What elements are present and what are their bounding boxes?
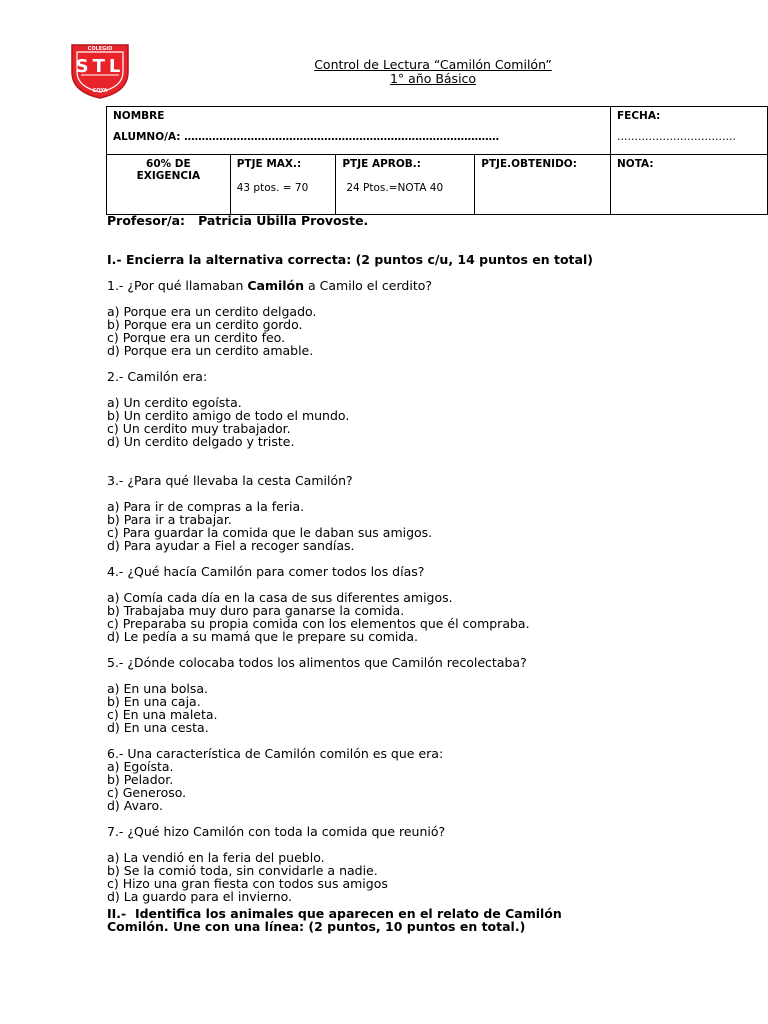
logo-bottom-text: COYA [92, 88, 108, 94]
q3-option-d[interactable]: d) Para ayudar a Fiel a recoger sandías. [107, 538, 355, 553]
question-7: 7.- ¿Qué hizo Camilón con toda la comida que reunió? [107, 824, 446, 839]
question-6: 6.- Una característica de Camilón comilón es que era: [107, 746, 444, 761]
q6-option-b[interactable]: b) Pelador. [107, 772, 174, 787]
ptje-max-label: PTJE MAX.: [236, 158, 302, 170]
q4-option-d[interactable]: d) Le pedía a su mamá que le prepare su comida. [107, 629, 418, 644]
q5-option-c[interactable]: c) En una maleta. [107, 707, 218, 722]
ptje-aprob-label: PTJE APROB.: [342, 158, 421, 170]
student-info-table [106, 106, 768, 215]
q3-option-b[interactable]: b) Para ir a trabajar. [107, 512, 232, 527]
q2-option-c[interactable]: c) Un cerdito muy trabajador. [107, 421, 291, 436]
q7-option-d[interactable]: d) La guardo para el invierno. [107, 889, 293, 904]
q1-option-c[interactable]: c) Porque era un cerdito feo. [107, 330, 286, 345]
q7-option-b[interactable]: b) Se la comió toda, sin convidarle a nadie. [107, 863, 378, 878]
section-1-title: I.- Encierra la alternativa correcta: (2 puntos c/u, 14 puntos en total) [107, 252, 593, 267]
q7-option-c[interactable]: c) Hizo una gran fiesta con todos sus amigos [107, 876, 388, 891]
q2-option-b[interactable]: b) Un cerdito amigo de todo el mundo. [107, 408, 350, 423]
ptje-max-cell [230, 155, 336, 215]
date-cell [611, 107, 768, 155]
nombre-label: NOMBRE [113, 110, 165, 122]
q6-option-d[interactable]: d) Avaro. [107, 798, 163, 813]
question-2: 2.- Camilón era: [107, 369, 208, 384]
question-3: 3.- ¿Para qué llevaba la cesta Camilón? [107, 473, 353, 488]
q5-option-a[interactable]: a) En una bolsa. [107, 681, 208, 696]
alumno-label: ALUMNO/A: [113, 131, 181, 143]
logo-top-text: COLEGIO [87, 46, 113, 52]
q4-option-b[interactable]: b) Trabajaba muy duro para ganarse la comida. [107, 603, 405, 618]
document-title: Control de Lectura “Camilón Comilón” [314, 57, 552, 72]
exigencia-cell: 60% DE EXIGENCIA [107, 155, 231, 215]
q3-option-c[interactable]: c) Para guardar la comida que le daban sus amigos. [107, 525, 433, 540]
q4-option-c[interactable]: c) Preparaba su propia comida con los elementos que él compraba. [107, 616, 530, 631]
profesor-label: Profesor/a: [107, 213, 186, 228]
q1-option-d[interactable]: d) Porque era un cerdito amable. [107, 343, 314, 358]
question-4: 4.- ¿Qué hacía Camilón para comer todos los días? [107, 564, 425, 579]
profesor-name: Patricia Ubilla Provoste. [198, 213, 369, 228]
ptje-aprob-cell [336, 155, 475, 215]
fecha-field[interactable]: ……………………………. [617, 131, 736, 143]
nota-label: NOTA: [617, 158, 654, 170]
q7-option-a[interactable]: a) La vendió en la feria del pueblo. [107, 850, 325, 865]
school-logo [69, 42, 131, 100]
ptje-obtenido-label: PTJE.OBTENIDO: [481, 158, 577, 170]
section-2-title-line-1: II.- Identifica los animales que aparecen en el relato de Camilón [107, 906, 562, 921]
ptje-obtenido-cell[interactable] [475, 155, 611, 215]
ptje-max-value: 43 ptos. = 70 [236, 182, 309, 194]
q1-option-a[interactable]: a) Porque era un cerdito delgado. [107, 304, 317, 319]
student-name-cell [107, 107, 611, 155]
q6-option-a[interactable]: a) Egoísta. [107, 759, 174, 774]
question-1: 1.- ¿Por qué llamaban Camilón a Camilo el cerdito? [107, 278, 433, 293]
document-body [107, 214, 747, 933]
q1-option-b[interactable]: b) Porque era un cerdito gordo. [107, 317, 303, 332]
q4-option-a[interactable]: a) Comía cada día en la casa de sus diferentes amigos. [107, 590, 453, 605]
section-2-title-line-2: Comilón. Une con una línea: (2 puntos, 10 puntos en total.) [107, 919, 526, 934]
ptje-aprob-value: 24 Ptos.=NOTA 40 [346, 182, 444, 194]
q2-option-d[interactable]: d) Un cerdito delgado y triste. [107, 434, 295, 449]
q6-option-c[interactable]: c) Generoso. [107, 785, 187, 800]
nota-cell[interactable] [611, 155, 768, 215]
question-5: 5.- ¿Dónde colocaba todos los alimentos que Camilón recolectaba? [107, 655, 527, 670]
logo-letters: STL [75, 56, 125, 77]
q5-option-d[interactable]: d) En una cesta. [107, 720, 209, 735]
q5-option-b[interactable]: b) En una caja. [107, 694, 201, 709]
document-subtitle: 1° año Básico [389, 71, 477, 86]
q3-option-a[interactable]: a) Para ir de compras a la feria. [107, 499, 305, 514]
fecha-label: FECHA: [617, 110, 661, 122]
alumno-field[interactable]: ……………………………………………………………………………… [184, 131, 500, 143]
profesor-line [107, 214, 747, 227]
q2-option-a[interactable]: a) Un cerdito egoísta. [107, 395, 242, 410]
